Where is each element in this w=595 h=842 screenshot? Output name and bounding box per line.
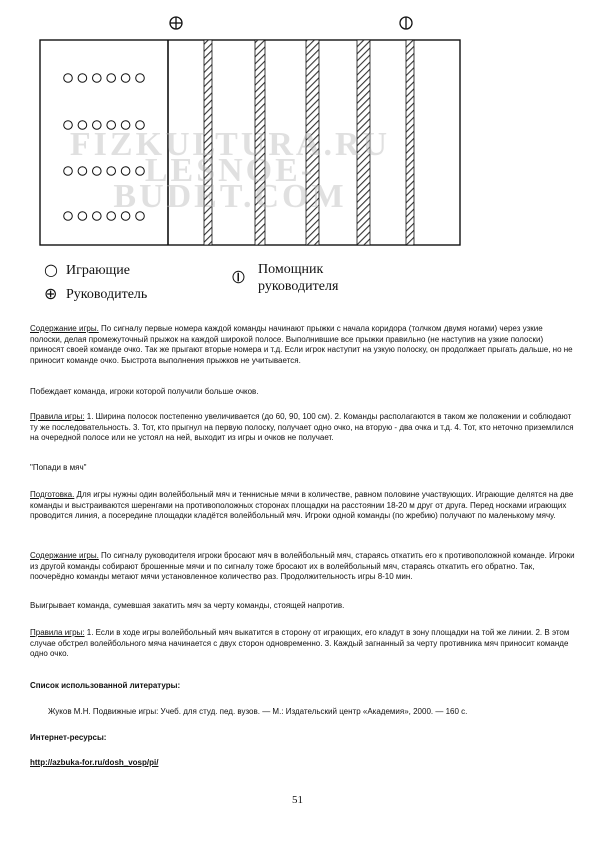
paragraph-rules-1 xyxy=(30,412,575,444)
literature-heading-text: Список использованной литературы: xyxy=(30,681,181,690)
player-circle xyxy=(64,212,73,221)
web-heading xyxy=(30,733,575,744)
leader-legend-icon: ⊕ xyxy=(44,284,58,303)
text-winner-2: Выигрывает команда, сумевшая закатить мяч за черту команды, стоящей напротив. xyxy=(30,601,345,610)
watermark-line-2: LESNOE-BUDET.COM xyxy=(113,152,347,215)
literature-item-text: Жуков М.Н. Подвижные игры: Учеб. для студ. пед. вузов. — М.: Издательский центр «Академия», 2000. — 160 с. xyxy=(48,707,468,716)
legend-leader: Руководитель xyxy=(66,287,148,302)
web-link-text[interactable]: http://azbuka-for.ru/dosh_vosp/pi/ xyxy=(30,758,159,767)
literature-heading xyxy=(30,681,575,692)
player-circle xyxy=(78,74,87,83)
label-content-1: Содержание игры. xyxy=(30,324,99,333)
paragraph-winner-2 xyxy=(30,601,575,612)
label-preparation: Подготовка. xyxy=(30,490,75,499)
paragraph-rules-2 xyxy=(30,628,575,660)
label-content-2: Содержание игры. xyxy=(30,551,99,560)
web-heading-text: Интернет-ресурсы: xyxy=(30,733,107,742)
watermark xyxy=(40,126,420,215)
player-circle xyxy=(93,212,102,221)
assistant-symbol-top xyxy=(400,17,412,29)
legend-assistant-line1: Помощник xyxy=(258,262,324,277)
game-title xyxy=(30,463,575,474)
players-legend-icon: ○ xyxy=(44,260,58,279)
paragraph-preparation xyxy=(30,490,575,522)
legend-assistant-line2: руководителя xyxy=(258,279,339,294)
page-number: 51 xyxy=(292,794,303,806)
player-circle xyxy=(78,212,87,221)
paragraph-content-1 xyxy=(30,324,575,366)
text-rules-1: 1. Ширина полосок постепенно увеличивается (до 60, 90, 100 см). 2. Команды располагаются в таком же положении и соблюдают ту же последовательность. 3. Тот, кто прыгнул на первую полоску, получает одно очко, на вторую - два очка и т.д. 4. Тот, кто неточно приземлился на очередной полосе или не устоял на ней, выходит из игры и очков не получает. xyxy=(30,412,574,442)
paragraph-winner-1 xyxy=(30,387,575,398)
player-circle xyxy=(121,74,130,83)
game-title-text: "Попади в мяч" xyxy=(30,463,87,472)
text-rules-2: 1. Если в ходе игры волейбольный мяч выкатится в сторону от играющих, его кладут в зону площадки на той же линии. 2. В этом случае обстрел волейбольного мяча начинается с двух сторон одновременно. 3. Каждый загнанный за черту противника мяч приносит команде одно очко. xyxy=(30,628,570,658)
text-content-2: По сигналу руководителя игроки бросают мяч в волейбольный мяч, стараясь откатить его к противоположной команде. Игроки из другой команды собирают брошенные мячи и по сигналу тоже бросают их в волейбольный мяч, стараясь откатить его обратно. Так, поочерёдно команды метают мячи установленное количество раз. Продолжительность игры 8-10 мин. xyxy=(30,551,575,581)
game-field-figure xyxy=(0,0,595,310)
web-link[interactable] xyxy=(30,758,575,769)
label-rules-2: Правила игры: xyxy=(30,628,85,637)
literature-item xyxy=(30,707,593,718)
paragraph-content-2 xyxy=(30,551,575,583)
watermark-line-1: FIZKULTURA.RU xyxy=(69,126,391,163)
player-circle xyxy=(136,74,145,83)
text-preparation: Для игры нужны один волейбольный мяч и теннисные мячи в количестве, равном половине участвующих. Играющие делятся на две команды и выстраиваются шеренгами на противоположных сторонах площадки на расстоянии 18-20 м друг от друга. Перед носками играющих проводится линия, а посередине площадки кладётся волейбольный мяч. Игроки одной команды (по жребию) получают по маленькому мячу. xyxy=(30,490,574,520)
label-rules-1: Правила игры: xyxy=(30,412,85,421)
assistant-legend-icon: ⦶ xyxy=(232,267,246,288)
player-circle xyxy=(107,74,116,83)
player-circle xyxy=(93,74,102,83)
text-winner-1: Побеждает команда, игроки которой получили больше очков. xyxy=(30,387,259,396)
player-circle xyxy=(64,74,73,83)
leader-symbol-top xyxy=(170,17,182,29)
legend-players: Играющие xyxy=(66,263,131,278)
text-content-1: По сигналу первые номера каждой команды начинают прыжки с начала коридора (толчком двумя ногами) через узкие полоски, делая промежуточный прыжок на каждой широкой полосе. Выполнившие все прыжки правильно (не наступив на узкие полоски) приносят своей команде очко. Так же прыгают вторые номера и т.д. Если игрок наступит на узкую полоску, он продолжает прыгать дальше, но не приносит команде очко. Быстрота выполнения прыжков не учитывается. xyxy=(30,324,573,365)
